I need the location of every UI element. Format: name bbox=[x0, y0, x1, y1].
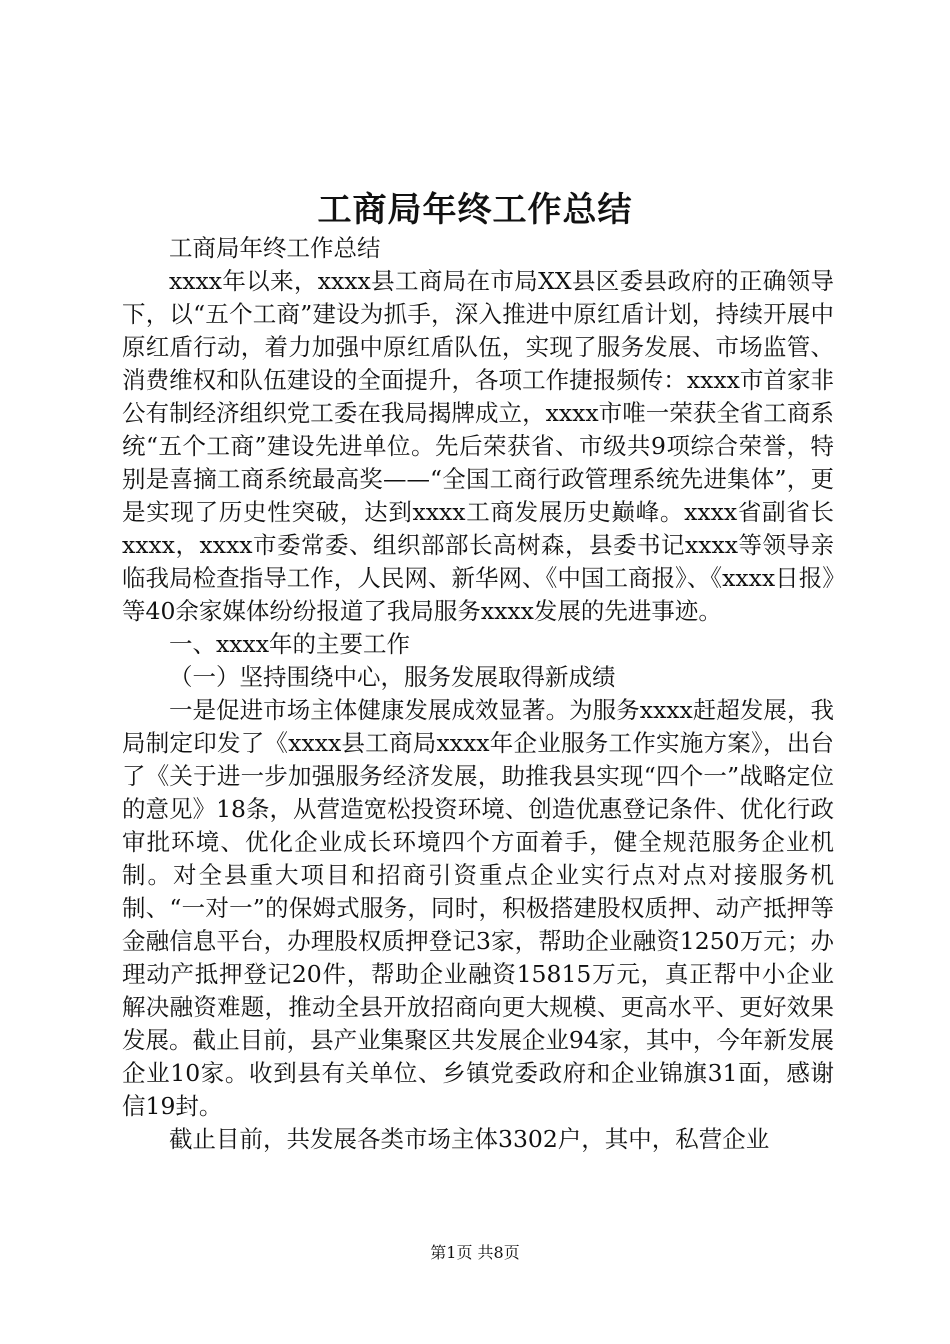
body-paragraph: 一是促进市场主体健康发展成效显著。为服务xxxx赶超发展，我局制定印发了《xxxx县工商局xxxx年企业服务工作实施方案》，出台了《关于进一步加强服务经济发展，助推我县实现“四个一”战略定位的意见》18条，从营造宽松投资环境、创造优惠登记条件、优化行政审批环境、优化企业成长环境四个方面着手，健全规范服务企业机制。对全县重大项目和招商引资重点企业实行点对点对接服务机制、“一对一”的保姆式服务，同时，积极搭建股权质押、动产抵押等金融信息平台，办理股权质押登记3家，帮助企业融资1250万元；办理动产抵押登记20件，帮助企业融资15815万元，真正帮中小企业解决融资难题，推动全县开放招商向更大规模、更高水平、更好效果发展。截止目前，县产业集聚区共发展企业94家，其中，今年新发展企业10家。收到县有关单位、乡镇党委政府和企业锦旗31面，感谢信19封。 bbox=[122, 696, 834, 1120]
body-paragraph: 截止目前，共发展各类市场主体3302户，其中，私营企业 bbox=[169, 1125, 770, 1153]
section-heading: 一、xxxx年的主要工作 bbox=[169, 630, 411, 658]
document-title: 工商局年终工作总结 bbox=[317, 190, 633, 230]
body-paragraph: 工商局年终工作总结 bbox=[169, 234, 381, 262]
subsection-heading: （一）坚持围绕中心，服务发展取得新成绩 bbox=[169, 663, 616, 691]
document-body bbox=[122, 232, 834, 1156]
page-footer: 第1页 共8页 bbox=[430, 1243, 520, 1262]
body-paragraph: xxxx年以来，xxxx县工商局在市局XX县区委县政府的正确领导下，以“五个工商”建设为抓手，深入推进中原红盾计划，持续开展中原红盾行动，着力加强中原红盾队伍，实现了服务发展、市场监管、消费维权和队伍建设的全面提升，各项工作捷报频传：xxxx市首家非公有制经济组织党工委在我局揭牌成立，xxxx市唯一荣获全省工商系统“五个工商”建设先进单位。先后荣获省、市级共9项综合荣誉，特别是喜摘工商系统最高奖——“全国工商行政管理系统先进集体”，更是实现了历史性突破，达到xxxx工商发展历史巅峰。xxxx省副省长xxxx，xxxx市委常委、组织部部长高树森，县委书记xxxx等领导亲临我局检查指导工作，人民网、新华网、《中国工商报》、《xxxx日报》等40余家媒体纷纷报道了我局服务xxxx发展的先进事迹。 bbox=[122, 267, 834, 625]
